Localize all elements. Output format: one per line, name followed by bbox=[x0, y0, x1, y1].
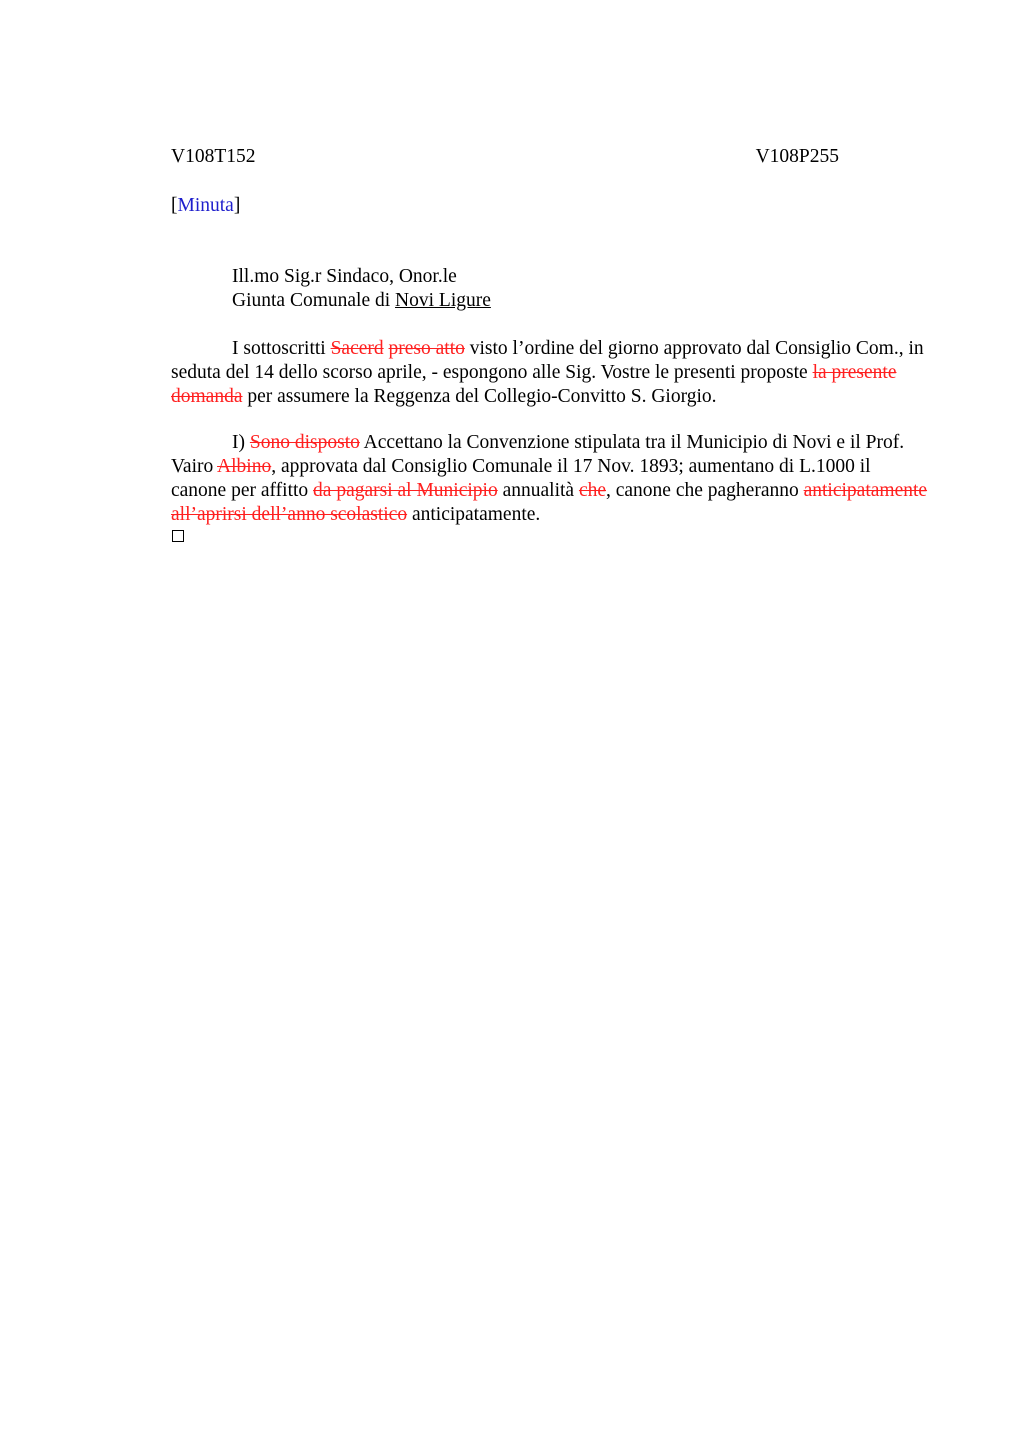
deleted-text: Albino bbox=[217, 456, 272, 477]
minuta-open-bracket: [ bbox=[171, 195, 178, 216]
document-code-right: V108P255 bbox=[755, 146, 839, 167]
text-segment: I sottoscritti bbox=[232, 338, 331, 359]
address-line-2-prefix: Giunta Comunale di bbox=[232, 290, 396, 311]
text-segment: Accettano la Convenzione stipulata tra il Municipio di Novi e il Prof. Vairo bbox=[171, 432, 905, 477]
address-line-1: Ill.mo Sig.r Sindaco, Onor.le bbox=[232, 266, 457, 287]
minuta-annotation bbox=[171, 195, 240, 217]
text-segment: visto l’ordine del giorno approvato dal Consiglio Com., in seduta del 14 dello scorso aprile, - espongono alle Sig. Vostre le presenti proposte bbox=[171, 338, 924, 383]
checkbox-square-icon bbox=[172, 530, 184, 542]
deleted-text: anticipatamente all’aprirsi dell’anno scolastico bbox=[171, 480, 928, 525]
text-segment: annualità bbox=[497, 480, 579, 501]
header-codes bbox=[171, 146, 839, 170]
paragraph-intro bbox=[171, 337, 929, 409]
deleted-text: Sacerd bbox=[330, 338, 384, 359]
paragraph-proposal-1 bbox=[171, 431, 929, 527]
text-segment: per assumere la Reggenza del Collegio-Convitto S. Giorgio. bbox=[242, 386, 717, 407]
deleted-text: preso atto bbox=[388, 338, 465, 359]
address-block bbox=[232, 265, 491, 313]
minuta-label: Minuta bbox=[177, 195, 234, 216]
deleted-text: Sono disposto bbox=[249, 432, 360, 453]
text-segment: , approvata dal Consiglio Comunale il 17 Nov. 1893; aumentano di L.1000 il canone per affitto bbox=[171, 456, 871, 501]
minuta-close-bracket: ] bbox=[233, 195, 241, 216]
document-code-left: V108T152 bbox=[171, 146, 256, 167]
deleted-text: che bbox=[578, 480, 606, 501]
deleted-text: la presente domanda bbox=[171, 362, 897, 407]
deleted-text: da pagarsi al Municipio bbox=[313, 480, 498, 501]
text-segment: anticipatamente. bbox=[407, 504, 541, 525]
address-line-2 bbox=[232, 289, 491, 313]
text-segment: , canone che pagheranno bbox=[606, 480, 804, 501]
address-city: Novi Ligure bbox=[395, 290, 491, 311]
text-segment: I) bbox=[232, 432, 250, 453]
